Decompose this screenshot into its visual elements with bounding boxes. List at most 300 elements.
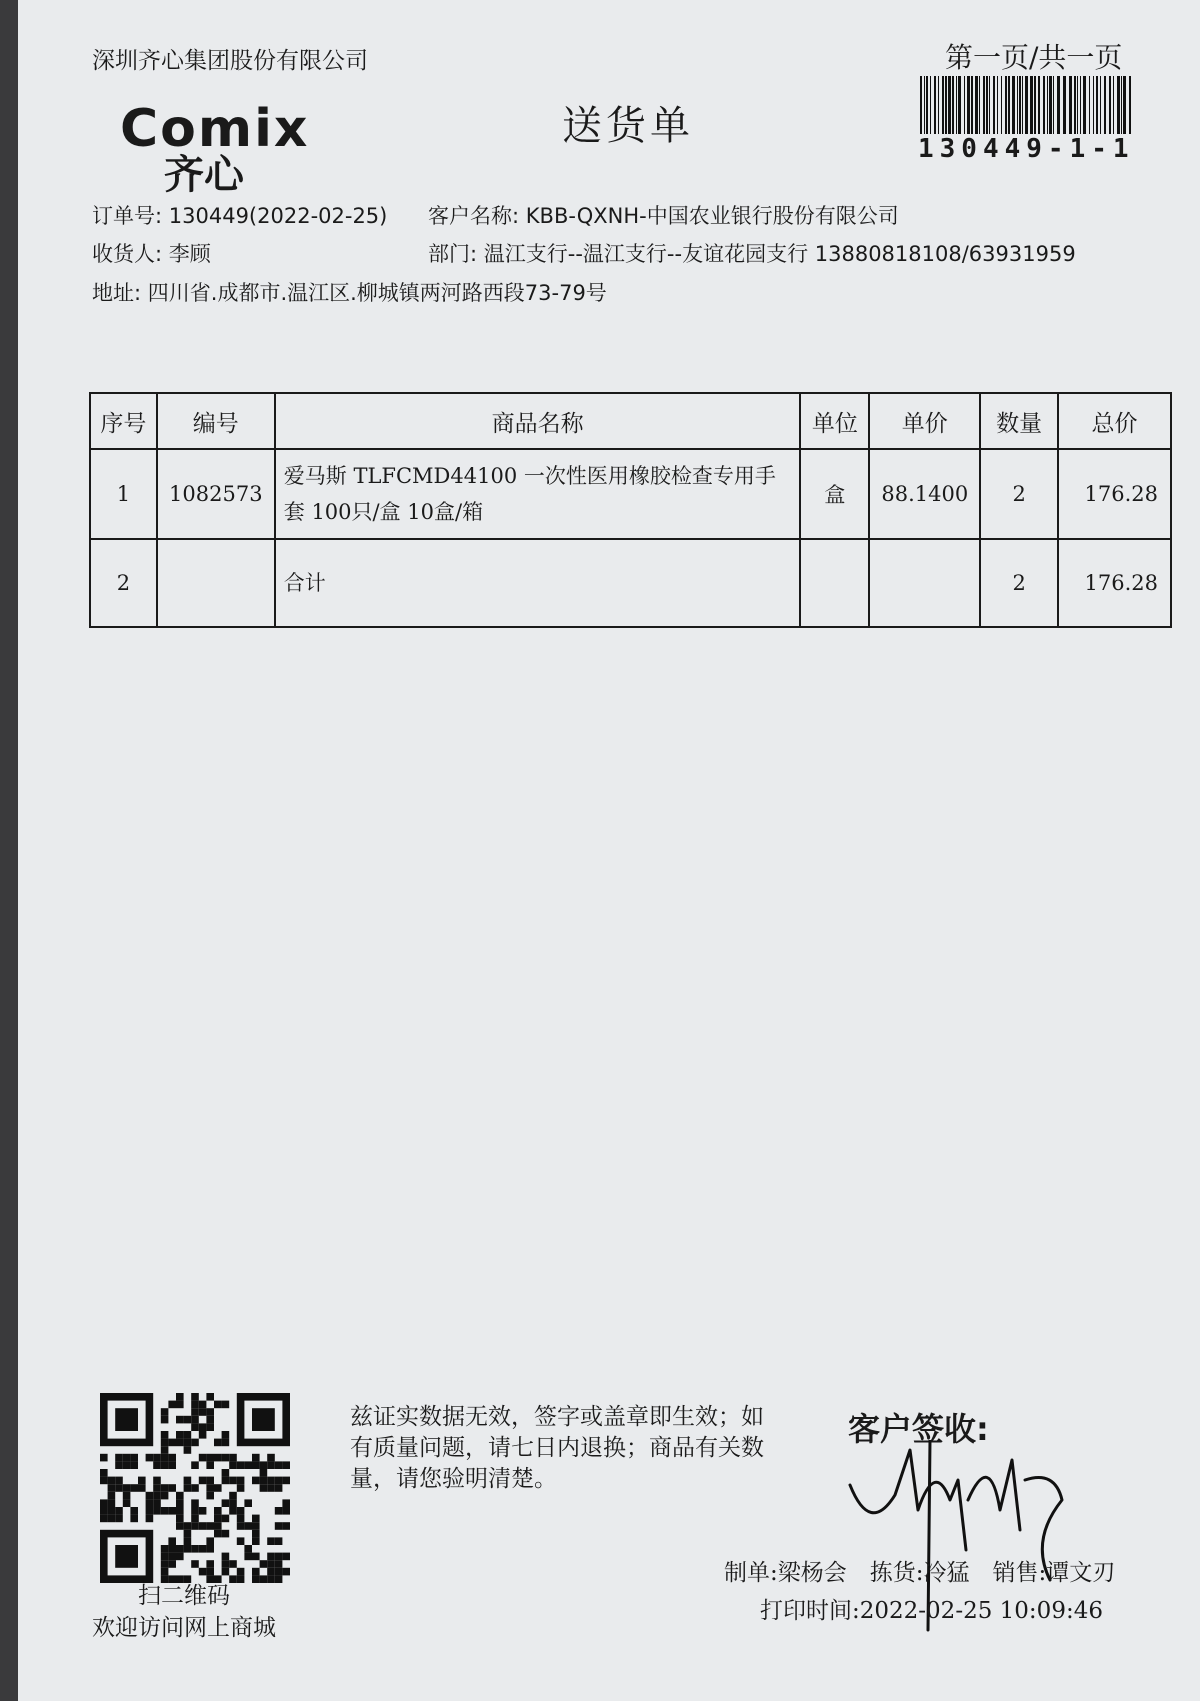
customer-label: 客户名称:: [428, 204, 520, 228]
qr-module: [123, 1454, 131, 1462]
items-table: [89, 392, 1172, 628]
cell-product: 合计: [275, 539, 801, 627]
qr-module: [222, 1439, 230, 1447]
qr-module: [161, 1431, 169, 1439]
qr-module: [184, 1522, 192, 1530]
qr-module: [153, 1507, 161, 1515]
qr-module: [267, 1461, 275, 1469]
qr-module: [206, 1522, 214, 1530]
qr-module: [275, 1507, 283, 1515]
qr-module: [176, 1431, 184, 1439]
qr-module: [161, 1484, 169, 1492]
receiver: [92, 238, 211, 268]
qr-module: [138, 1477, 146, 1485]
barcode-bar: [924, 76, 925, 134]
qr-module: [161, 1492, 169, 1500]
qr-module: [275, 1568, 283, 1576]
order-value: 130449(2022-02-25): [168, 204, 388, 228]
dept-value: 温江支行--温江支行--友谊花园支行 13880818108/63931959: [483, 242, 1076, 266]
qr-module: [252, 1568, 260, 1576]
qr-module: [176, 1545, 184, 1553]
barcode-bar: [1077, 76, 1078, 134]
qr-module: [214, 1401, 222, 1409]
cell-unit: [800, 539, 869, 627]
qr-module: [267, 1454, 275, 1462]
qr-module: [161, 1439, 169, 1447]
qr-module: [199, 1423, 207, 1431]
qr-code-image: [100, 1393, 290, 1583]
qr-module: [214, 1507, 222, 1515]
qr-module: [206, 1408, 214, 1416]
qr-module: [146, 1454, 154, 1462]
qr-module: [108, 1507, 116, 1515]
barcode-bar: [1129, 76, 1131, 134]
qr-module: [146, 1515, 154, 1523]
qr-module: [161, 1545, 169, 1553]
qr-module: [100, 1454, 108, 1462]
qr-module: [115, 1545, 138, 1568]
barcode-bar: [986, 76, 988, 134]
qr-module: [199, 1401, 207, 1409]
comix-logo: [116, 98, 346, 194]
qr-module: [199, 1431, 207, 1439]
barcode-bar: [1083, 76, 1086, 134]
svg-text:齐心: 齐心: [164, 152, 244, 194]
barcode-bar: [1117, 76, 1120, 134]
cell-product: 爱马斯 TLFCMD44100 一次性医用橡胶检查专用手套 100只/盒 10盒/箱: [275, 449, 801, 539]
qr-module: [191, 1439, 199, 1447]
qr-module: [146, 1499, 154, 1507]
qr-module: [222, 1560, 230, 1568]
qr-module: [267, 1537, 275, 1545]
qr-module: [153, 1484, 161, 1492]
barcode-bar: [1005, 76, 1007, 134]
customer-value: KBB-QXNH-中国农业银行股份有限公司: [525, 204, 899, 228]
qr-caption: [92, 1580, 276, 1644]
qr-module: [237, 1537, 245, 1545]
qr-module: [244, 1545, 252, 1553]
qr-module: [267, 1484, 275, 1492]
qr-module: [115, 1408, 138, 1431]
qr-module: [168, 1484, 176, 1492]
qr-module: [153, 1499, 161, 1507]
svg-text:Comix: Comix: [120, 99, 310, 159]
barcode-bar: [1049, 76, 1052, 134]
qr-module: [275, 1522, 283, 1530]
qr-module: [267, 1568, 275, 1576]
qr-module: [168, 1553, 176, 1561]
qr-module: [260, 1560, 268, 1568]
qr-module: [191, 1560, 199, 1568]
qr-module: [100, 1515, 108, 1523]
qr-module: [184, 1484, 192, 1492]
qr-module: [222, 1568, 230, 1576]
barcode-bar: [1123, 76, 1126, 134]
qr-module: [229, 1477, 237, 1485]
qr-module: [115, 1515, 123, 1523]
col-header-total: 总价: [1058, 393, 1171, 449]
cell-seq: 2: [90, 539, 157, 627]
barcode-bar: [1089, 76, 1090, 134]
qr-module: [275, 1553, 283, 1561]
qr-module: [191, 1401, 199, 1409]
qr-module: [161, 1446, 169, 1454]
barcode-bar: [1096, 76, 1098, 134]
qr-module: [222, 1553, 230, 1561]
barcode-bar: [1093, 76, 1094, 134]
qr-module: [237, 1522, 245, 1530]
qr-module: [199, 1477, 207, 1485]
qr-module: [252, 1515, 260, 1523]
qr-module: [161, 1461, 169, 1469]
barcode-bar: [983, 76, 985, 134]
qr-module: [206, 1454, 214, 1462]
qr-module: [275, 1484, 283, 1492]
barcode-bar: [926, 76, 928, 134]
address-label: 地址:: [92, 281, 142, 305]
cell-code: [157, 539, 275, 627]
barcode-bar: [1019, 76, 1021, 134]
col-header-seq: 序号: [90, 393, 157, 449]
qr-module: [146, 1507, 154, 1515]
col-header-unit: 单位: [800, 393, 869, 449]
qr-module: [199, 1568, 207, 1576]
qr-module: [176, 1515, 184, 1523]
qr-module: [176, 1416, 184, 1424]
address: [92, 277, 607, 307]
qr-module: [168, 1545, 176, 1553]
qr-module: [191, 1416, 199, 1424]
qr-module: [130, 1454, 138, 1462]
cell-unit: 盒: [800, 449, 869, 539]
qr-module: [206, 1423, 214, 1431]
qr-module: [222, 1469, 230, 1477]
qr-module: [176, 1499, 184, 1507]
cell-total: 176.28: [1058, 539, 1171, 627]
qr-module: [153, 1454, 161, 1462]
qr-module: [222, 1431, 230, 1439]
qr-caption-line1: 扫二维码: [138, 1583, 230, 1609]
qr-module: [222, 1454, 230, 1462]
table-row: [90, 539, 1171, 627]
barcode-bar: [1057, 76, 1060, 134]
qr-module: [252, 1522, 260, 1530]
qr-module: [244, 1553, 252, 1561]
notice-text: 兹证实数据无效，签字或盖章即生效；如有质量问题，请七日内退换；商品有关数量，请您验明清楚。: [350, 1404, 764, 1492]
qr-module: [191, 1522, 199, 1530]
qr-module: [237, 1568, 245, 1576]
qr-module: [176, 1393, 184, 1401]
barcode-bar: [1025, 76, 1028, 134]
qr-module: [191, 1499, 199, 1507]
barcode-bar: [964, 76, 965, 134]
barcode-bar: [967, 76, 970, 134]
qr-module: [161, 1568, 169, 1576]
qr-module: [252, 1537, 260, 1545]
qr-module: [199, 1408, 207, 1416]
table-row: [90, 449, 1171, 539]
qr-module: [115, 1454, 123, 1462]
qr-module: [161, 1454, 169, 1462]
print-time: 打印时间:2022-02-25 10:09:46: [760, 1598, 1103, 1624]
qr-module: [176, 1507, 184, 1515]
col-header-qty: 数量: [980, 393, 1058, 449]
qr-module: [199, 1507, 207, 1515]
barcode-bar: [1030, 76, 1033, 134]
qr-module: [275, 1537, 283, 1545]
qr-module: [168, 1401, 176, 1409]
qr-module: [184, 1545, 192, 1553]
order-label: 订单号:: [92, 204, 163, 228]
col-header-product: 商品名称: [275, 393, 801, 449]
qr-module: [161, 1553, 169, 1561]
qr-module: [222, 1515, 230, 1523]
qr-module: [244, 1461, 252, 1469]
barcode-bar: [942, 76, 944, 134]
barcode-bar: [1080, 76, 1081, 134]
qr-module: [206, 1393, 214, 1401]
qr-module: [222, 1499, 230, 1507]
qr-module: [161, 1560, 169, 1568]
qr-module: [168, 1560, 176, 1568]
cell-total: 176.28: [1058, 449, 1171, 539]
qr-module: [100, 1469, 108, 1477]
qr-module: [237, 1507, 245, 1515]
cell-qty: 2: [980, 539, 1058, 627]
qr-module: [206, 1461, 214, 1469]
col-header-code: 编号: [157, 393, 275, 449]
qr-module: [161, 1408, 169, 1416]
qr-module: [168, 1537, 176, 1545]
qr-module: [252, 1408, 275, 1431]
qr-module: [115, 1477, 123, 1485]
qr-module: [184, 1477, 192, 1485]
qr-module: [176, 1439, 184, 1447]
barcode-bar: [956, 76, 957, 134]
table-header-row: [90, 393, 1171, 449]
barcode-bar: [1113, 76, 1114, 134]
barcode-bar: [1109, 76, 1111, 134]
qr-module: [191, 1408, 199, 1416]
qr-module: [229, 1454, 237, 1462]
cell-unit-price: 88.1400: [869, 449, 980, 539]
qr-module: [123, 1492, 131, 1500]
barcode-bar: [1038, 76, 1040, 134]
order-number: [92, 200, 387, 230]
qr-module: [222, 1401, 230, 1409]
qr-module: [191, 1507, 199, 1515]
qr-module: [206, 1477, 214, 1485]
qr-module: [260, 1477, 268, 1485]
qr-module: [191, 1515, 199, 1523]
qr-module: [252, 1454, 260, 1462]
qr-module: [237, 1484, 245, 1492]
qr-module: [206, 1560, 214, 1568]
qr-module: [229, 1492, 237, 1500]
qr-module: [168, 1461, 176, 1469]
qr-module: [206, 1484, 214, 1492]
qr-module: [252, 1477, 260, 1485]
qr-module: [168, 1507, 176, 1515]
barcode-bar: [979, 76, 980, 134]
qr-module: [237, 1461, 245, 1469]
qr-module: [115, 1461, 123, 1469]
barcode-bar: [993, 76, 995, 134]
qr-module: [214, 1522, 222, 1530]
barcode-bar: [1104, 76, 1106, 134]
qr-module: [168, 1454, 176, 1462]
barcode-bar: [1053, 76, 1054, 134]
qr-module: [108, 1484, 116, 1492]
qr-module: [176, 1522, 184, 1530]
cell-seq: 1: [90, 449, 157, 539]
barcode-bar: [1069, 76, 1072, 134]
qr-module: [214, 1515, 222, 1523]
barcode-bar: [989, 76, 990, 134]
cell-unit-price: [869, 539, 980, 627]
qr-module: [130, 1484, 138, 1492]
barcode-bar: [1063, 76, 1066, 134]
barcode-bar: [948, 76, 951, 134]
qr-module: [138, 1484, 146, 1492]
qr-module: [282, 1522, 290, 1530]
qr-module: [252, 1461, 260, 1469]
qr-module: [267, 1477, 275, 1485]
qr-module: [184, 1446, 192, 1454]
barcode-bar: [1001, 76, 1002, 134]
qr-module: [115, 1507, 123, 1515]
qr-module: [100, 1507, 108, 1515]
qr-module: [130, 1507, 138, 1515]
qr-module: [222, 1477, 230, 1485]
barcode-bar: [934, 76, 936, 134]
barcode-bar: [958, 76, 961, 134]
qr-module: [123, 1461, 131, 1469]
qr-module: [191, 1393, 199, 1401]
qr-module: [214, 1484, 222, 1492]
qr-module: [191, 1545, 199, 1553]
qr-module: [153, 1492, 161, 1500]
qr-module: [229, 1560, 237, 1568]
qr-module: [237, 1515, 245, 1523]
qr-module: [214, 1530, 222, 1538]
qr-module: [161, 1416, 169, 1424]
qr-module: [153, 1477, 161, 1485]
barcode-bar: [1022, 76, 1023, 134]
receiver-label: 收货人:: [92, 242, 163, 266]
qr-module: [100, 1499, 108, 1507]
qr-module: [282, 1507, 290, 1515]
qr-module: [275, 1477, 283, 1485]
barcode-bar: [1100, 76, 1101, 134]
qr-module: [275, 1560, 283, 1568]
qr-module: [222, 1530, 230, 1538]
qr-module: [199, 1545, 207, 1553]
qr-module: [130, 1461, 138, 1469]
col-header-unit-price: 单价: [869, 393, 980, 449]
qr-module: [123, 1499, 131, 1507]
barcode-bar: [1012, 76, 1015, 134]
barcode-image: [920, 76, 1132, 134]
qr-module: [153, 1461, 161, 1469]
cell-qty: 2: [980, 449, 1058, 539]
qr-module: [176, 1553, 184, 1561]
qr-module: [176, 1492, 184, 1500]
qr-module: [176, 1401, 184, 1409]
qr-module: [191, 1484, 199, 1492]
barcode-bar: [930, 76, 931, 134]
dept-label: 部门:: [428, 242, 478, 266]
qr-module: [130, 1515, 138, 1523]
qr-module: [282, 1553, 290, 1561]
qr-module: [206, 1416, 214, 1424]
qr-module: [199, 1522, 207, 1530]
qr-module: [206, 1545, 214, 1553]
barcode-bar: [945, 76, 947, 134]
barcode-bar: [1008, 76, 1010, 134]
customer-name: [428, 200, 899, 230]
qr-module: [275, 1461, 283, 1469]
company-name: 深圳齐心集团股份有限公司: [92, 48, 368, 74]
qr-module: [191, 1461, 199, 1469]
barcode-bar: [920, 76, 922, 134]
qr-module: [282, 1461, 290, 1469]
barcode-bar: [1074, 76, 1076, 134]
qr-module: [184, 1439, 192, 1447]
qr-module: [252, 1553, 260, 1561]
qr-module: [184, 1431, 192, 1439]
qr-module: [244, 1499, 252, 1507]
qr-module: [123, 1484, 131, 1492]
qr-module: [237, 1477, 245, 1485]
qr-module: [100, 1477, 108, 1485]
qr-module: [252, 1530, 260, 1538]
department: [428, 238, 1076, 268]
staff-line: 制单:梁杨会 拣货:冷猛 销售:谭文刃: [724, 1560, 1116, 1586]
qr-module: [229, 1461, 237, 1469]
qr-module: [115, 1484, 123, 1492]
qr-module: [168, 1439, 176, 1447]
qr-module: [206, 1492, 214, 1500]
qr-module: [184, 1416, 192, 1424]
barcode-number: 130449-1-1: [918, 134, 1135, 164]
qr-module: [206, 1568, 214, 1576]
address-value: 四川省.成都市.温江区.柳城镇两河路西段73-79号: [147, 281, 607, 305]
qr-module: [282, 1499, 290, 1507]
qr-module: [108, 1477, 116, 1485]
barcode-bar: [1043, 76, 1045, 134]
qr-module: [267, 1553, 275, 1561]
barcode-bar: [1121, 76, 1122, 134]
qr-module: [214, 1454, 222, 1462]
barcode-bar: [938, 76, 939, 134]
qr-module: [260, 1484, 268, 1492]
qr-caption-line2: 欢迎访问网上商城: [92, 1615, 276, 1641]
barcode-bar: [952, 76, 954, 134]
customer-sign-label: 客户签收:: [848, 1410, 989, 1448]
barcode-bar: [1034, 76, 1036, 134]
barcode-bar: [1017, 76, 1018, 134]
qr-module: [229, 1507, 237, 1515]
cell-code: 1082573: [157, 449, 275, 539]
qr-module: [244, 1522, 252, 1530]
qr-module: [267, 1560, 275, 1568]
qr-module: [199, 1454, 207, 1462]
barcode-bar: [975, 76, 978, 134]
qr-module: [146, 1492, 154, 1500]
qr-module: [184, 1530, 192, 1538]
qr-module: [184, 1537, 192, 1545]
